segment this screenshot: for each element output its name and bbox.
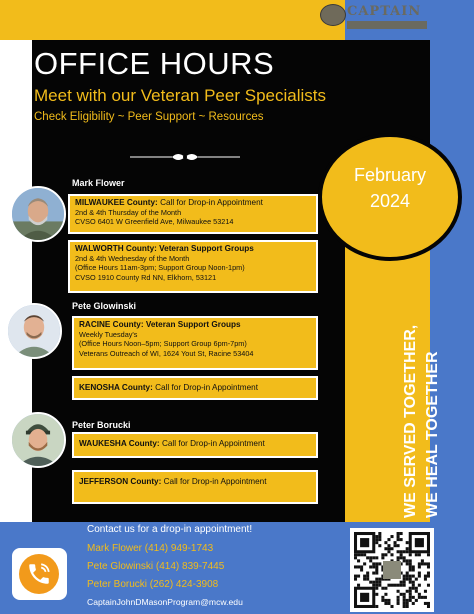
specialist-name: Pete Glowinski xyxy=(72,301,137,311)
county-name: JEFFERSON County: xyxy=(79,477,162,486)
county-detail: Veteran Support Groups xyxy=(159,244,254,253)
phone-icon-box xyxy=(12,548,67,600)
county-name: RACINE County: xyxy=(79,320,144,329)
card-line: Weekly Tuesday's xyxy=(79,330,138,339)
county-card xyxy=(72,376,318,400)
slogan-line-1: WE SERVED TOGETHER, xyxy=(402,324,419,518)
phone-icon xyxy=(26,561,52,587)
page-title: OFFICE HOURS xyxy=(34,46,275,81)
month-name: February xyxy=(353,165,427,185)
county-detail: Call for Drop-in Appointment xyxy=(160,198,263,207)
ornament-divider-icon xyxy=(130,150,240,164)
specialist-name: Mark Flower xyxy=(72,178,125,188)
county-detail: Call for Drop-in Appointment xyxy=(155,383,258,392)
county-card xyxy=(68,240,318,293)
logo-banner xyxy=(347,21,427,29)
page-subtitle: Meet with our Veteran Peer Specialists xyxy=(34,86,326,105)
yellow-top-band xyxy=(0,0,345,40)
county-card xyxy=(72,316,318,370)
county-name: WALWORTH County: xyxy=(75,244,157,253)
avatar xyxy=(10,186,66,242)
qr-code-icon xyxy=(350,528,434,612)
captain-logo xyxy=(320,2,428,44)
county-name: MILWAUKEE County: xyxy=(75,198,158,207)
county-detail: Veteran Support Groups xyxy=(145,320,241,329)
slogan xyxy=(368,306,441,518)
avatar xyxy=(6,303,62,359)
contact-phone: Peter Borucki (262) 424-3908 xyxy=(87,579,219,590)
card-line: CVSO 6401 W Greenfield Ave, Milwaukee 53214 xyxy=(75,217,234,227)
county-detail: Call for Drop-in Appointment xyxy=(161,439,265,448)
logo-text: CAPTAIN xyxy=(347,4,422,19)
page-tagline: Check Eligibility ~ Peer Support ~ Resources xyxy=(34,111,264,123)
person-photo-icon xyxy=(8,305,60,357)
qr-code[interactable] xyxy=(350,528,434,612)
contact-heading: Contact us for a drop-in appointment! xyxy=(87,524,253,535)
specialist-name: Peter Borucki xyxy=(72,420,131,430)
contact-email[interactable]: CaptainJohnDMasonProgram@mcw.edu xyxy=(87,597,243,607)
county-card xyxy=(68,194,318,234)
card-line: CVSO 1910 County Rd NN, Elkhorn, 53121 xyxy=(75,272,217,282)
card-line: Veterans Outreach of WI, 1624 Yout St, Racine 53404 xyxy=(79,348,254,358)
logo-emblem-icon xyxy=(320,4,346,26)
county-name: KENOSHA County: xyxy=(79,383,153,392)
slogan-line-2: WE HEAL TOGETHER xyxy=(424,351,441,518)
card-line: 2nd & 4th Thursday of the Month xyxy=(75,208,182,217)
person-photo-icon xyxy=(12,414,64,466)
person-photo-icon xyxy=(12,188,64,240)
county-detail: Call for Drop-in Appointment xyxy=(163,477,267,486)
month-year: 2024 xyxy=(369,191,411,211)
card-line: (Office Hours 11am-3pm; Support Group Noon-1pm) xyxy=(75,263,245,273)
county-card xyxy=(72,432,318,458)
contact-phone: Mark Flower (414) 949-1743 xyxy=(87,543,214,554)
card-line: (Office Hours Noon–5pm; Support Group 6pm-7pm) xyxy=(79,339,247,349)
county-card xyxy=(72,470,318,504)
avatar xyxy=(10,412,66,468)
contact-phone: Pete Glowinski (414) 839-7445 xyxy=(87,561,225,572)
card-line: 2nd & 4th Wednesday of the Month xyxy=(75,254,190,263)
month-badge xyxy=(318,133,462,261)
county-name: WAUKESHA County: xyxy=(79,439,160,448)
